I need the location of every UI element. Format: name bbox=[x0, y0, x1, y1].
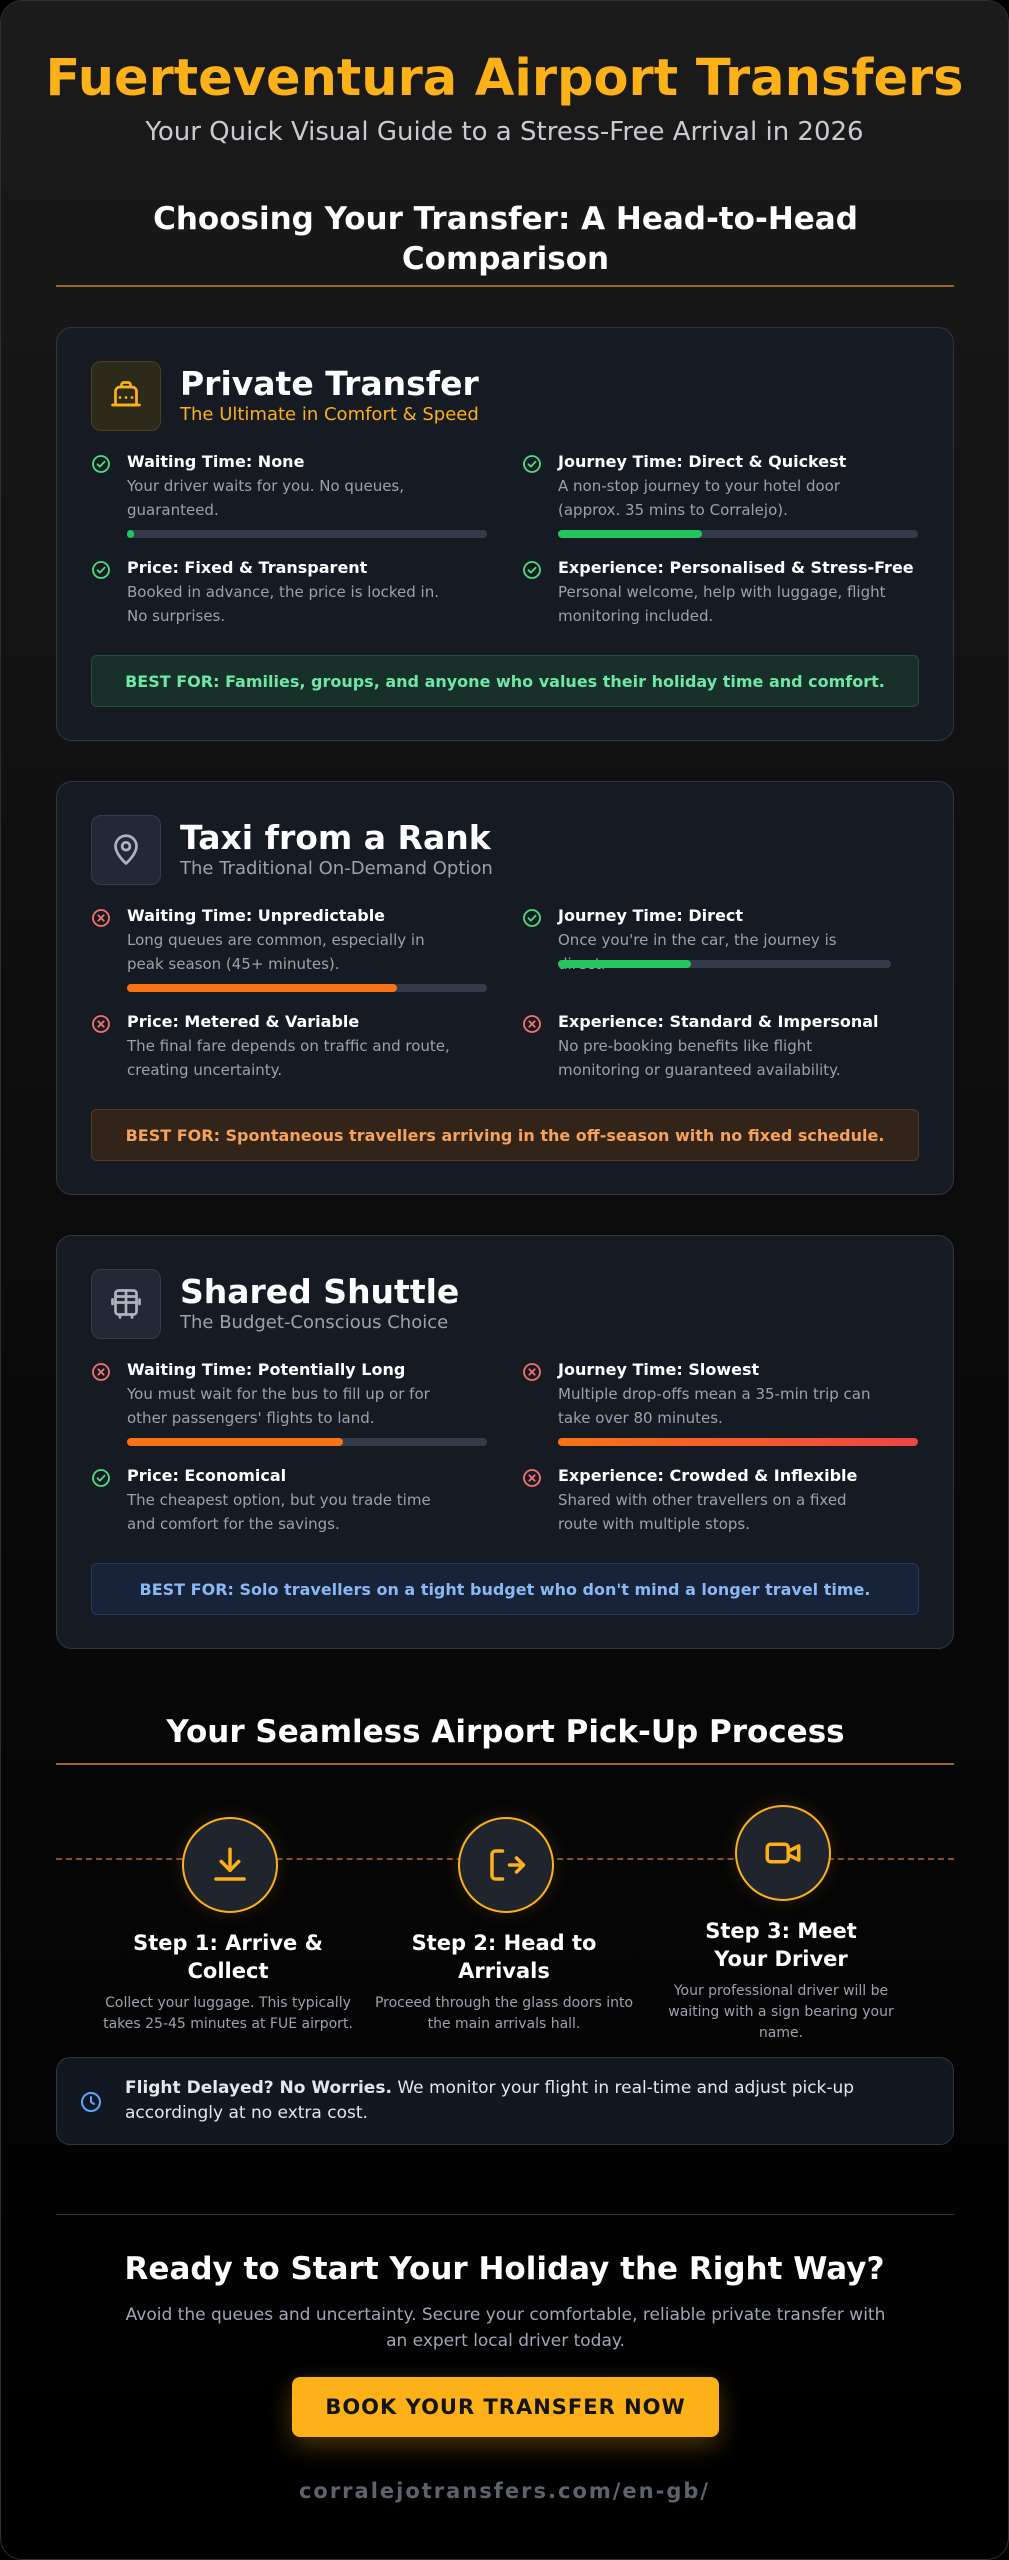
journey-time-bar bbox=[558, 960, 891, 968]
feature-description: You must wait for the bus to fill up or for other passengers' flights to land. bbox=[127, 1385, 430, 1427]
feature-heading: Journey Time: Direct bbox=[558, 906, 743, 925]
bus-icon bbox=[91, 1269, 161, 1339]
feature-price bbox=[91, 1466, 451, 1533]
cta-description: Avoid the queues and uncertainty. Secure your comfortable, reliable private transfer with an expert local driver today. bbox=[125, 2305, 886, 2351]
waiting-time-bar-fill bbox=[127, 984, 397, 992]
map-pin-icon bbox=[91, 815, 161, 885]
feature-journey-time bbox=[522, 906, 882, 966]
card-subtitle: The Traditional On-Demand Option bbox=[180, 858, 493, 879]
feature-experience bbox=[522, 558, 914, 625]
feature-heading: Price: Economical bbox=[127, 1466, 287, 1485]
comparison-divider bbox=[56, 285, 954, 287]
waiting-time-bar bbox=[127, 1438, 487, 1446]
check-circle-icon bbox=[522, 454, 542, 474]
feature-heading: Waiting Time: None bbox=[127, 452, 305, 471]
notice-title: Flight Delayed? No Worries. bbox=[125, 2078, 392, 2098]
x-circle-icon bbox=[522, 1014, 542, 1034]
card-shared-shuttle bbox=[56, 1235, 954, 1649]
waiting-time-bar-fill bbox=[127, 1438, 343, 1446]
feature-description: The final fare depends on traffic and route, creating uncertainty. bbox=[127, 1037, 450, 1079]
feature-heading: Price: Metered & Variable bbox=[127, 1012, 360, 1031]
feature-description: Booked in advance, the price is locked in. No surprises. bbox=[127, 583, 439, 625]
comparison-title: Choosing Your Transfer: A Head-to-Head Comparison bbox=[153, 201, 858, 277]
step-description: Your professional driver will be waiting with a sign bearing your name. bbox=[668, 1983, 894, 2041]
feature-experience bbox=[522, 1466, 882, 1533]
footer-url-link[interactable]: corralejotransfers.com/en-gb/ bbox=[298, 2479, 711, 2503]
notice-text bbox=[125, 2076, 915, 2126]
feature-experience bbox=[522, 1012, 882, 1079]
cta-divider bbox=[56, 2214, 954, 2215]
x-circle-icon bbox=[522, 1468, 542, 1488]
step-description: Proceed through the glass doors into the main arrivals hall. bbox=[374, 1995, 634, 2032]
waiting-time-bar bbox=[127, 530, 487, 538]
best-for-banner: BEST FOR: Families, groups, and anyone who values their holiday time and comfort. bbox=[91, 655, 919, 707]
feature-heading: Experience: Standard & Impersonal bbox=[558, 1012, 879, 1031]
feature-heading: Price: Fixed & Transparent bbox=[127, 558, 368, 577]
feature-heading: Experience: Personalised & Stress-Free bbox=[558, 558, 914, 577]
exit-door-icon bbox=[458, 1817, 554, 1913]
feature-waiting-time bbox=[91, 906, 451, 996]
feature-description: Your driver waits for you. No queues, guaranteed. bbox=[127, 477, 405, 519]
notice-body: We monitor your flight in real-time and adjust pick-up accordingly at no extra cost. bbox=[125, 2078, 855, 2123]
step-description: Collect your luggage. This typically takes 25-45 minutes at FUE airport. bbox=[103, 1995, 353, 2032]
step-title: Step 3: Meet Your Driver bbox=[705, 1919, 857, 1971]
feature-price bbox=[91, 558, 451, 625]
page-title: Fuerteventura Airport Transfers bbox=[45, 49, 964, 108]
journey-time-bar bbox=[558, 1438, 918, 1446]
feature-description: Multiple drop-offs mean a 35-min trip can take over 80 minutes. bbox=[558, 1385, 871, 1427]
process-divider bbox=[56, 1763, 954, 1765]
journey-time-bar-fill bbox=[558, 1438, 918, 1446]
feature-waiting-time bbox=[91, 1360, 451, 1450]
check-circle-icon bbox=[91, 560, 111, 580]
feature-description: Once you're in the car, the journey is bbox=[558, 931, 837, 949]
feature-heading: Journey Time: Slowest bbox=[558, 1360, 760, 1379]
card-subtitle: The Ultimate in Comfort & Speed bbox=[180, 404, 479, 425]
feature-description: Shared with other travellers on a fixed route with multiple stops. bbox=[558, 1491, 847, 1533]
step-meet-driver bbox=[651, 1917, 911, 2044]
step-title: Step 2: Head to Arrivals bbox=[411, 1931, 597, 1983]
card-title: Private Transfer bbox=[180, 364, 479, 403]
check-circle-icon bbox=[91, 454, 111, 474]
feature-heading: Journey Time: Direct & Quickest bbox=[558, 452, 847, 471]
feature-description: The cheapest option, but you trade time and comfort for the savings. bbox=[127, 1491, 431, 1533]
feature-description: Long queues are common, especially in peak season (45+ minutes). bbox=[127, 931, 425, 973]
book-transfer-button[interactable]: BOOK YOUR TRANSFER NOW bbox=[292, 2377, 719, 2437]
best-for-banner: BEST FOR: Spontaneous travellers arriving in the off-season with no fixed schedule. bbox=[91, 1109, 919, 1161]
journey-time-bar bbox=[558, 530, 918, 538]
clock-icon bbox=[79, 2090, 103, 2114]
cta-title: Ready to Start Your Holiday the Right Way? bbox=[124, 2251, 885, 2287]
download-icon bbox=[182, 1817, 278, 1913]
feature-price bbox=[91, 1012, 451, 1079]
x-circle-icon bbox=[91, 1014, 111, 1034]
feature-heading: Experience: Crowded & Inflexible bbox=[558, 1466, 858, 1485]
video-camera-icon bbox=[735, 1805, 831, 1901]
journey-time-bar-fill bbox=[558, 960, 691, 968]
check-circle-icon bbox=[522, 560, 542, 580]
feature-waiting-time bbox=[91, 452, 451, 542]
suitcase-icon bbox=[91, 361, 161, 431]
x-circle-icon bbox=[91, 1362, 111, 1382]
step-arrive-collect bbox=[98, 1929, 358, 2035]
card-title: Taxi from a Rank bbox=[180, 818, 491, 857]
step-head-to-arrivals bbox=[374, 1929, 634, 2035]
waiting-time-bar-fill bbox=[127, 530, 134, 538]
feature-heading: Waiting Time: Potentially Long bbox=[127, 1360, 406, 1379]
best-for-banner: BEST FOR: Solo travellers on a tight budget who don't mind a longer travel time. bbox=[91, 1563, 919, 1615]
card-subtitle: The Budget-Conscious Choice bbox=[180, 1312, 449, 1333]
feature-description: Personal welcome, help with luggage, flight monitoring included. bbox=[558, 583, 886, 625]
feature-description: No pre-booking benefits like flight monitoring or guaranteed availability. bbox=[558, 1037, 841, 1079]
check-circle-icon bbox=[91, 1468, 111, 1488]
card-private-transfer bbox=[56, 327, 954, 741]
feature-description: A non-stop journey to your hotel door (approx. 35 mins to Corralejo). bbox=[558, 477, 841, 519]
x-circle-icon bbox=[522, 1362, 542, 1382]
card-title: Shared Shuttle bbox=[180, 1272, 460, 1311]
flight-delay-notice bbox=[56, 2057, 954, 2145]
journey-time-bar-fill bbox=[558, 530, 702, 538]
waiting-time-bar bbox=[127, 984, 487, 992]
page-subtitle: Your Quick Visual Guide to a Stress-Free Arrival in 2026 bbox=[145, 117, 864, 147]
feature-journey-time bbox=[522, 452, 882, 542]
step-title: Step 1: Arrive & Collect bbox=[133, 1931, 323, 1983]
feature-heading: Waiting Time: Unpredictable bbox=[127, 906, 386, 925]
feature-journey-time bbox=[522, 1360, 882, 1450]
check-circle-icon bbox=[522, 908, 542, 928]
card-taxi-rank bbox=[56, 781, 954, 1195]
process-title: Your Seamless Airport Pick-Up Process bbox=[166, 1714, 845, 1750]
x-circle-icon bbox=[91, 908, 111, 928]
